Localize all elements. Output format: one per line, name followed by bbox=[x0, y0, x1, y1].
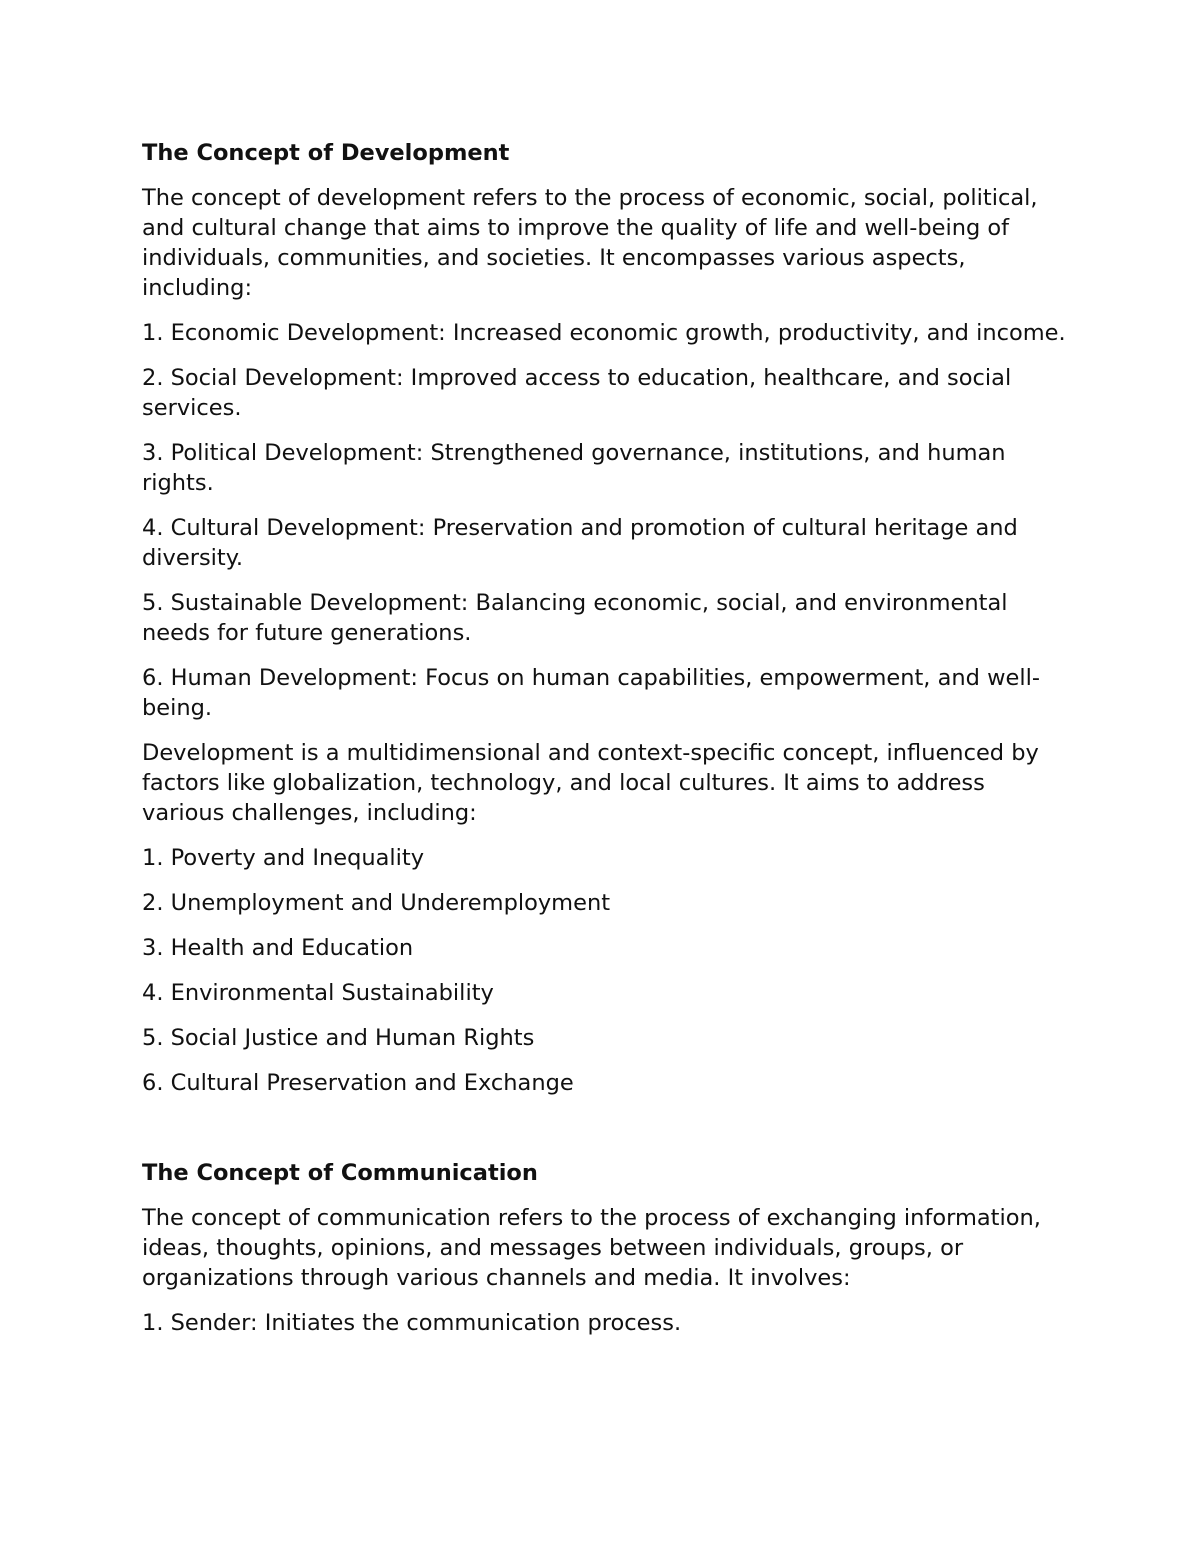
communication-heading: The Concept of Communication bbox=[142, 1160, 538, 1186]
development-heading: The Concept of Development bbox=[142, 140, 510, 166]
development-challenges-list bbox=[142, 843, 1072, 1098]
list-item: 2. Social Development: Improved access to education, healthcare, and social services. bbox=[142, 365, 1012, 421]
list-item: 5. Sustainable Development: Balancing economic, social, and environmental needs for future generations. bbox=[142, 590, 1008, 646]
communication-elements-list bbox=[142, 1308, 1072, 1338]
list-item: 3. Health and Education bbox=[142, 935, 414, 961]
communication-intro: The concept of communication refers to the process of exchanging information, ideas, thoughts, opinions, and messages between individuals, groups, or organizations through various channels and media. It involves: bbox=[142, 1205, 1041, 1291]
list-item: 1. Poverty and Inequality bbox=[142, 845, 425, 871]
development-aspects-list bbox=[142, 318, 1072, 723]
list-item: 5. Social Justice and Human Rights bbox=[142, 1025, 535, 1051]
list-item: 6. Human Development: Focus on human capabilities, empowerment, and well-being. bbox=[142, 665, 1040, 721]
document-page bbox=[142, 138, 1072, 1353]
list-item: 1. Economic Development: Increased economic growth, productivity, and income. bbox=[142, 320, 1066, 346]
development-intro: The concept of development refers to the process of economic, social, political, and cultural change that aims to improve the quality of life and well-being of individuals, communities, and societies. It encompasses various aspects, including: bbox=[142, 185, 1038, 301]
list-item: 3. Political Development: Strengthened governance, institutions, and human rights. bbox=[142, 440, 1006, 496]
section-spacer bbox=[142, 1113, 1072, 1158]
list-item: 2. Unemployment and Underemployment bbox=[142, 890, 611, 916]
development-summary: Development is a multidimensional and context-specific concept, influenced by factors like globalization, technology, and local cultures. It aims to address various challenges, including: bbox=[142, 740, 1039, 826]
list-item: 4. Cultural Development: Preservation and promotion of cultural heritage and diversity. bbox=[142, 515, 1018, 571]
list-item: 6. Cultural Preservation and Exchange bbox=[142, 1070, 574, 1096]
list-item: 4. Environmental Sustainability bbox=[142, 980, 494, 1006]
list-item: 1. Sender: Initiates the communication process. bbox=[142, 1310, 682, 1336]
